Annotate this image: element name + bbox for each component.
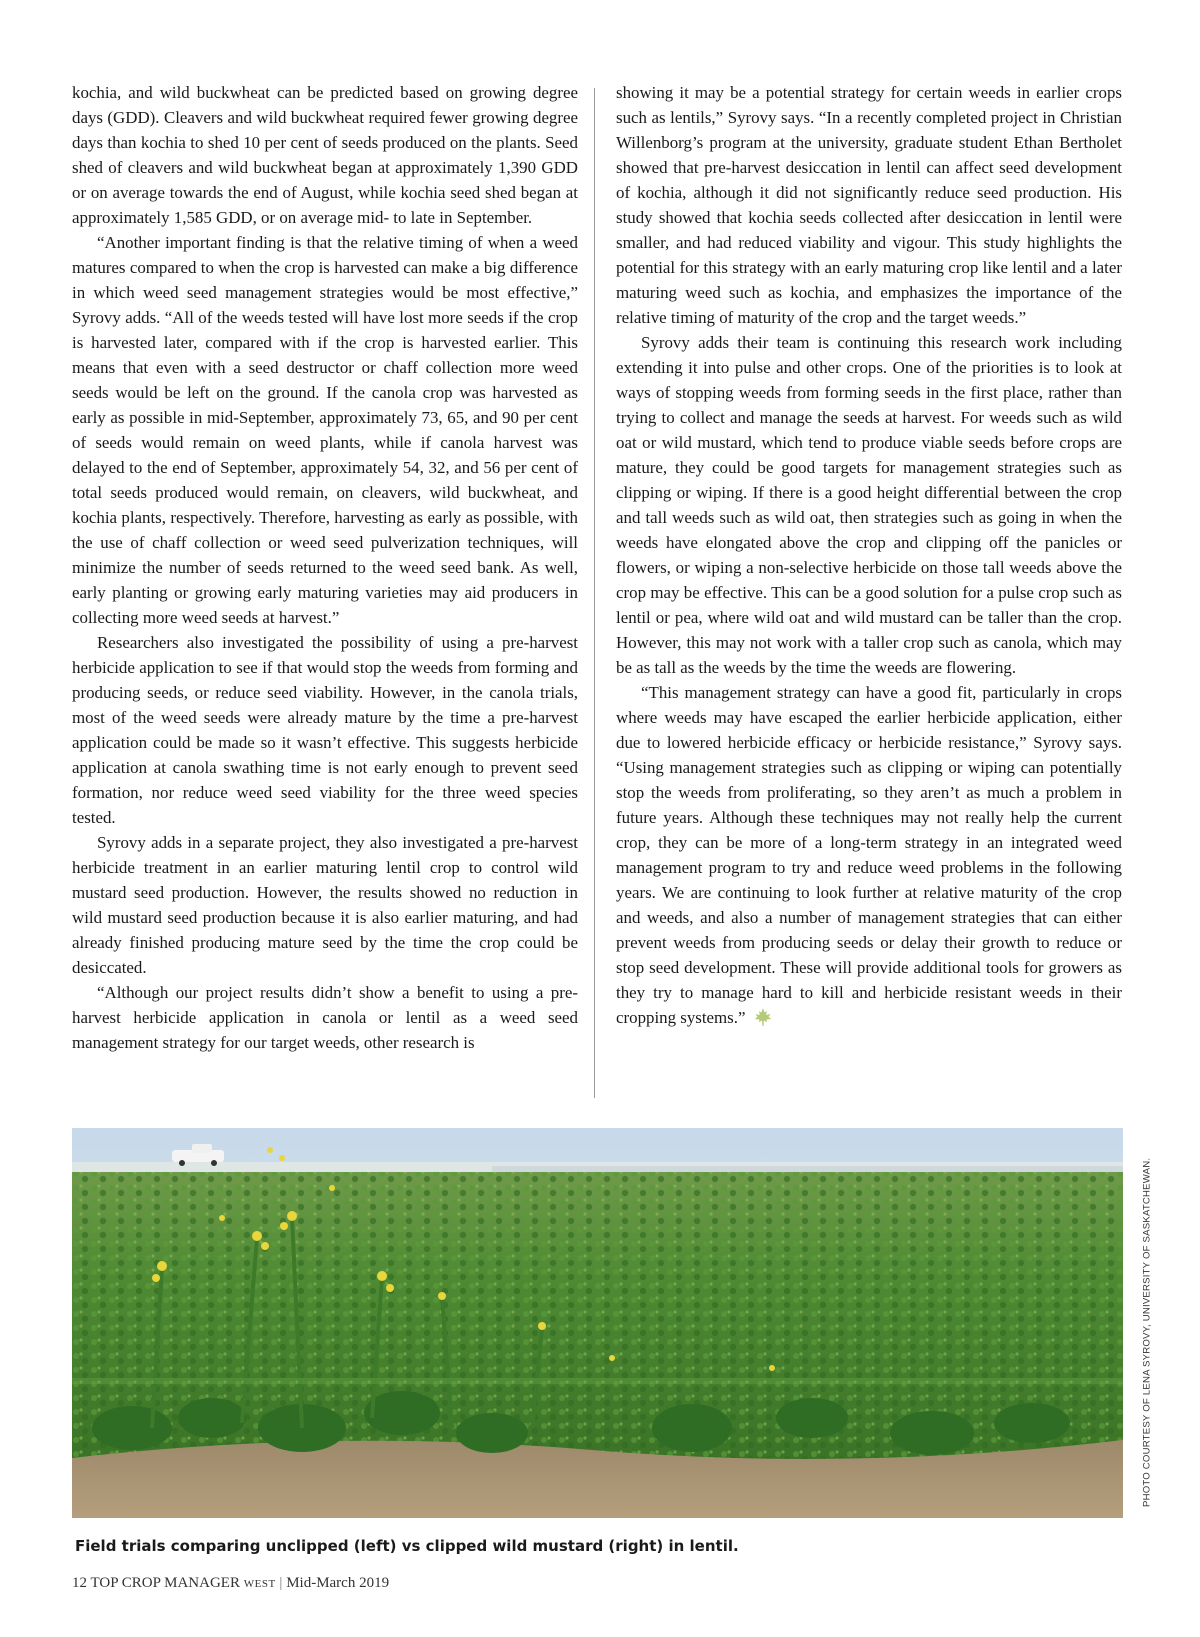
publication-name: TOP CROP MANAGER [90, 1575, 240, 1591]
photo-credit [1140, 1128, 1154, 1518]
paragraph: kochia, and wild buckwheat can be predicted based on growing degree days (GDD). Cleavers and wild buckwheat required fewer growing degree days than kochia to shed 10 per cent of seeds produced on the plants. Seed shed of cleavers and wild buckwheat began at approximately 1,390 GDD or on average towards the end of August, while kochia seed shed began at approximately 1,585 GDD, or on average mid- to late in September. [72, 83, 578, 227]
column-divider [594, 88, 595, 1098]
paragraph: Researchers also investigated the possibility of using a pre-harvest herbicide application to see if that would stop the weeds from forming and producing seeds, or reduce seed viability. However, in the canola trials, most of the weed seeds were already mature by the time a pre-harvest application could be made so it wasn’t effective. This suggests herbicide application at canola swathing time is not early enough to prevent seed formation, nor reduce weed seed viability for the three weed species tested. [72, 633, 578, 827]
paragraph: “Another important finding is that the relative timing of when a weed matures compared to when the crop is harvested can make a big difference in which weed seed management strategies would be most effective,” Syrovy adds. “All of the weeds tested will have lost more seeds if the crop is harvested later, compared with if the crop is harvested earlier. This means that even with a seed destructor or chaff collection more weed seeds would be left on the ground. If the canola crop was harvested as early as possible in mid-September, approximately 73, 65, and 90 per cent of seeds would remain on weed plants, while if canola harvest was delayed to the end of September, approximately 54, 32, and 56 per cent of total seeds produced would remain, on cleavers, wild buckwheat, and kochia plants, respectively. Therefore, harvesting as early as possible, with the use of chaff collection or weed seed pulverization techniques, will minimize the number of seeds returned to the weed seed bank. As well, early planting or growing early maturing varieties may aid producers in collecting more weed seeds at harvest.” [72, 233, 578, 627]
article-column-left [72, 80, 578, 1055]
paragraph-last [616, 680, 1122, 1030]
photo-credit-text: PHOTO COURTESY OF LENA SYROVY, UNIVERSITY OF SASKATCHEWAN. [1141, 1157, 1153, 1507]
maple-leaf-icon [753, 1007, 773, 1027]
paragraph: showing it may be a potential strategy for certain weeds in earlier crops such as lentils,” Syrovy says. “In a recently completed project in Christian Willenborg’s program at the university, graduate student Ethan Bertholet showed that pre-harvest desiccation in lentil can affect seed development of kochia, although it did not significantly reduce seed production. His study showed that kochia seeds collected after desiccation in lentil were smaller, and had reduced viability and vigour. This study highlights the potential for this strategy with an early maturing crop like lentil and a later maturing weed such as kochia, and emphasizes the importance of the relative timing of maturity of the crop and the target weeds.” [616, 83, 1122, 327]
page-footer [72, 1575, 389, 1592]
paragraph: Syrovy adds their team is continuing this research work including extending it into pulse and other crops. One of the priorities is to look at ways of stopping weeds from forming seeds in the first place, rather than trying to collect and manage the seeds at harvest. For weeds such as wild oat or wild mustard, which tend to produce viable seeds before crops are mature, they could be good targets for management strategies such as clipping or wiping. If there is a good height differential between the crop and tall weeds such as wild oat, then strategies such as going in when the weeds have elongated above the crop and clipping off the panicles or flowers, or wiping a non-selective herbicide on those tall weeds above the crop may be effective. This can be a good solution for a pulse crop such as lentil or pea, where wild oat and wild mustard can be taller than the crop. However, this may not work with a taller crop such as canola, which may be as tall as the weeds by the time the weeds are flowering. [616, 333, 1122, 677]
paragraph-text: “This management strategy can have a good fit, particularly in crops where weeds may have escaped the earlier herbicide application, either due to lowered herbicide efficacy or herbicide resistance,” Syrovy says. “Using management strategies such as clipping or wiping can potentially stop the weeds from proliferating, so they aren’t as much a problem in future years. Although these techniques may not really help the current crop, they can be more of a long-term strategy in an integrated weed management program to try and reduce weed problems in the following years. We are continuing to look further at relative maturity of the crop and weeds, and also a number of management strategies that can either prevent weeds from producing seeds or delay their growth to reduce or stop seed development. These will provide additional tools for growers as they try to manage hard to kill and herbicide resistant weeds in their cropping systems.” [616, 683, 1122, 1027]
issue-date: Mid-March 2019 [286, 1575, 390, 1591]
photo-caption: Field trials comparing unclipped (left) vs clipped wild mustard (right) in lentil. [75, 1537, 739, 1555]
edition-label: WEST [243, 1578, 276, 1590]
article-column-right [616, 80, 1122, 1030]
page-number: 12 [72, 1575, 87, 1591]
field-trial-photo [72, 1128, 1123, 1518]
footer-separator: | [279, 1575, 283, 1591]
paragraph: Syrovy adds in a separate project, they also investigated a pre-harvest herbicide treatment in an earlier maturing lentil crop to control wild mustard seed production. However, the results showed no reduction in wild mustard seed production because it is also earlier maturing, and had already finished producing mature seed by the time the crop could be desiccated. [72, 833, 578, 977]
paragraph: “Although our project results didn’t show a benefit to using a pre-harvest herbicide application in canola or lentil as a weed seed management strategy for our target weeds, other research is [72, 983, 578, 1052]
